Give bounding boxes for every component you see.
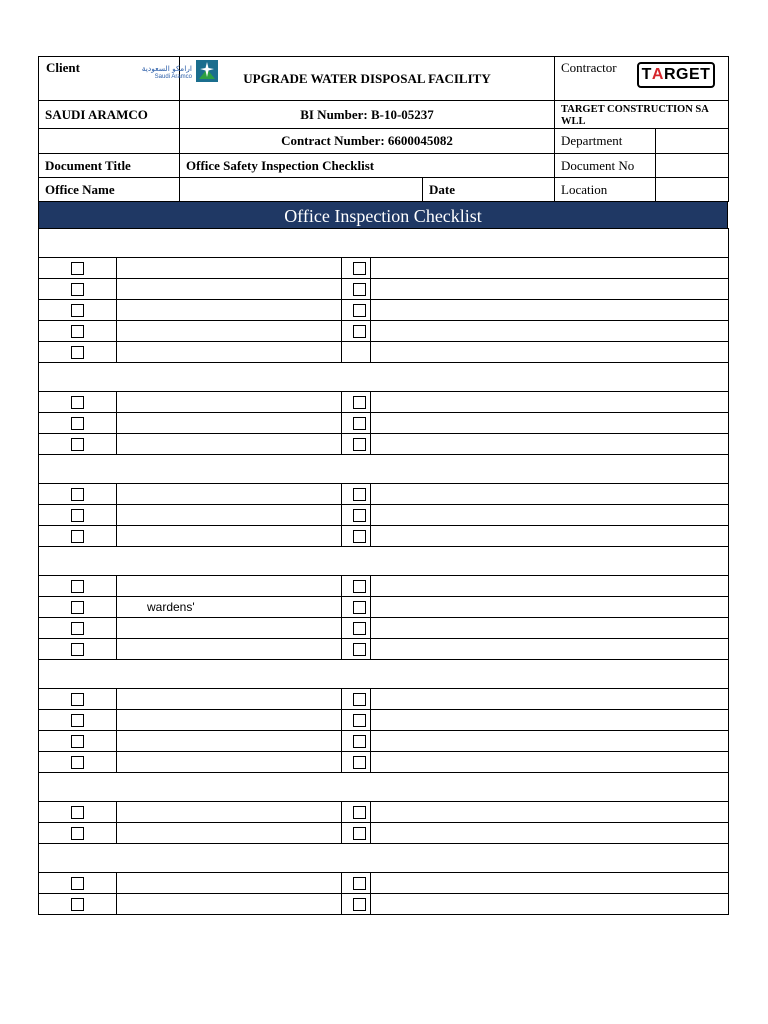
document-title-value: Office Safety Inspection Checklist <box>180 154 555 178</box>
checklist-item-text <box>117 710 342 731</box>
checklist-item-text <box>117 279 342 300</box>
checkbox[interactable] <box>353 693 366 706</box>
checklist-item-text <box>371 484 729 505</box>
checklist-item-text <box>371 392 729 413</box>
checkbox-cell[interactable] <box>39 597 117 618</box>
checklist-item-text <box>371 823 729 844</box>
date-field[interactable] <box>423 178 555 202</box>
checkbox-cell[interactable] <box>342 279 371 300</box>
empty-cell <box>39 129 180 154</box>
section-header <box>39 660 729 689</box>
checkbox-cell[interactable] <box>342 710 371 731</box>
checkbox-cell[interactable] <box>39 639 117 660</box>
checklist-row <box>39 413 729 434</box>
section-header-row <box>39 547 729 576</box>
checklist-row <box>39 258 729 279</box>
contractor-cell <box>555 57 729 101</box>
checklist-item-text <box>117 894 342 915</box>
checkbox[interactable] <box>353 304 366 317</box>
checklist-item-text <box>117 639 342 660</box>
section-header-row <box>39 363 729 392</box>
checklist-table <box>38 228 729 915</box>
checklist-item-text <box>371 413 729 434</box>
date-label: Date <box>429 181 455 197</box>
checklist-item-text <box>117 258 342 279</box>
document-no-label: Document No <box>555 154 656 178</box>
section-header-row <box>39 455 729 484</box>
section-header <box>39 455 729 484</box>
checklist-item-text <box>371 300 729 321</box>
checkbox-cell[interactable] <box>342 731 371 752</box>
checkbox-cell[interactable] <box>39 505 117 526</box>
checkbox[interactable] <box>71 488 84 501</box>
office-name-value[interactable] <box>180 178 423 202</box>
checkbox-cell[interactable] <box>39 321 117 342</box>
checklist-row <box>39 505 729 526</box>
checkbox-cell[interactable] <box>342 823 371 844</box>
checklist-banner: Office Inspection Checklist <box>38 201 728 229</box>
checklist-row <box>39 526 729 547</box>
checkbox-cell[interactable] <box>39 342 117 363</box>
checkbox[interactable] <box>71 735 84 748</box>
department-value[interactable] <box>656 129 729 154</box>
checkbox[interactable] <box>353 417 366 430</box>
checklist-item-text <box>117 752 342 773</box>
checklist-item-text <box>371 873 729 894</box>
checkbox[interactable] <box>71 756 84 769</box>
checkbox[interactable] <box>71 417 84 430</box>
checklist-item-text <box>371 731 729 752</box>
checklist-item-text <box>117 342 342 363</box>
checkbox[interactable] <box>353 438 366 451</box>
checkbox[interactable] <box>353 325 366 338</box>
checklist-row <box>39 823 729 844</box>
location-value[interactable] <box>656 178 729 202</box>
checkbox-cell <box>342 342 371 363</box>
checkbox-cell[interactable] <box>342 505 371 526</box>
checkbox[interactable] <box>71 827 84 840</box>
section-header-row <box>39 773 729 802</box>
checkbox[interactable] <box>71 622 84 635</box>
checkbox[interactable] <box>353 877 366 890</box>
checklist-row <box>39 392 729 413</box>
checkbox[interactable] <box>353 488 366 501</box>
section-header <box>39 844 729 873</box>
checklist-row <box>39 618 729 639</box>
checklist-item-text <box>117 413 342 434</box>
target-logo: T A RGET <box>637 62 715 88</box>
checkbox-cell[interactable] <box>342 321 371 342</box>
checkbox[interactable] <box>353 262 366 275</box>
checkbox[interactable] <box>353 643 366 656</box>
checklist-item-text <box>371 894 729 915</box>
checkbox[interactable] <box>71 396 84 409</box>
checklist-row <box>39 321 729 342</box>
checklist-row <box>39 894 729 915</box>
checklist-item-text <box>371 639 729 660</box>
checkbox-cell[interactable] <box>342 618 371 639</box>
checkbox[interactable] <box>353 396 366 409</box>
section-header <box>39 363 729 392</box>
checkbox[interactable] <box>353 601 366 614</box>
location-label: Location <box>555 178 656 202</box>
checklist-item-text <box>117 689 342 710</box>
checkbox-cell[interactable] <box>342 484 371 505</box>
checklist-item-text <box>371 526 729 547</box>
checklist-item-text <box>117 321 342 342</box>
checkbox-cell[interactable] <box>39 689 117 710</box>
checklist-row <box>39 434 729 455</box>
client-label: Client <box>46 60 80 75</box>
checkbox-cell[interactable] <box>342 597 371 618</box>
checkbox-cell[interactable] <box>342 576 371 597</box>
checkbox[interactable] <box>353 530 366 543</box>
checklist-item-text <box>117 873 342 894</box>
saudi-aramco-logo: ارامكو السعودية Saudi Aramco <box>101 60 221 86</box>
checklist-row <box>39 342 729 363</box>
checklist-item-text <box>371 279 729 300</box>
checkbox[interactable] <box>353 898 366 911</box>
checklist-item-text <box>117 434 342 455</box>
section-header <box>39 773 729 802</box>
checkbox-cell[interactable] <box>39 434 117 455</box>
checklist-row <box>39 689 729 710</box>
client-cell <box>39 57 192 101</box>
checklist-item-text <box>371 258 729 279</box>
checklist-item-text <box>117 731 342 752</box>
checkbox-cell[interactable] <box>39 802 117 823</box>
checklist-row <box>39 710 729 731</box>
checkbox-cell[interactable] <box>342 300 371 321</box>
checkbox-cell[interactable] <box>342 413 371 434</box>
checklist-item-text <box>371 505 729 526</box>
checkbox[interactable] <box>71 325 84 338</box>
checkbox-cell[interactable] <box>342 894 371 915</box>
checklist-item-text <box>371 434 729 455</box>
checkbox[interactable] <box>71 530 84 543</box>
checkbox-cell[interactable] <box>342 689 371 710</box>
checkbox-cell[interactable] <box>342 526 371 547</box>
checkbox-cell[interactable] <box>39 526 117 547</box>
document-header <box>38 56 729 202</box>
checklist-item-text <box>117 300 342 321</box>
checkbox[interactable] <box>353 509 366 522</box>
section-header <box>39 229 729 258</box>
checkbox-cell[interactable] <box>342 873 371 894</box>
checklist-row <box>39 873 729 894</box>
checkbox[interactable] <box>71 283 84 296</box>
checkbox[interactable] <box>71 601 84 614</box>
checklist-row <box>39 752 729 773</box>
checkbox[interactable] <box>353 283 366 296</box>
project-title: UPGRADE WATER DISPOSAL FACILITY <box>180 57 555 101</box>
checklist-item-text <box>371 321 729 342</box>
department-label: Department <box>555 129 656 154</box>
aramco-star-icon <box>196 60 218 82</box>
checkbox[interactable] <box>353 622 366 635</box>
checkbox[interactable] <box>71 580 84 593</box>
checkbox[interactable] <box>353 580 366 593</box>
checklist-item-text <box>117 484 342 505</box>
checkbox-cell[interactable] <box>39 413 117 434</box>
checkbox[interactable] <box>71 714 84 727</box>
checkbox-cell[interactable] <box>342 639 371 660</box>
checklist-item-text <box>117 392 342 413</box>
checkbox[interactable] <box>71 346 84 359</box>
checkbox-cell[interactable] <box>342 752 371 773</box>
checklist-row <box>39 731 729 752</box>
checkbox-cell[interactable] <box>39 823 117 844</box>
checkbox-cell[interactable] <box>39 300 117 321</box>
checklist-item-text <box>117 576 342 597</box>
contract-number: Contract Number: 6600045082 <box>180 129 555 154</box>
checklist-item-text <box>371 342 729 363</box>
checkbox-cell[interactable] <box>342 434 371 455</box>
checkbox-cell[interactable] <box>39 710 117 731</box>
checkbox-cell[interactable] <box>39 258 117 279</box>
checkbox-cell[interactable] <box>342 258 371 279</box>
checklist-item-text <box>371 597 729 618</box>
checkbox[interactable] <box>71 262 84 275</box>
contractor-label: Contractor <box>561 60 617 75</box>
checklist-row <box>39 639 729 660</box>
checklist-item-text <box>371 689 729 710</box>
office-name-label: Office Name <box>39 178 180 202</box>
checkbox-cell[interactable] <box>39 576 117 597</box>
checkbox[interactable] <box>353 806 366 819</box>
checklist-item-text <box>371 618 729 639</box>
checklist-item-text <box>371 802 729 823</box>
checklist-item-text <box>371 710 729 731</box>
document-no-value[interactable] <box>656 154 729 178</box>
checkbox-cell[interactable] <box>39 731 117 752</box>
checklist-row <box>39 597 729 618</box>
checkbox[interactable] <box>71 438 84 451</box>
checkbox[interactable] <box>353 756 366 769</box>
checkbox[interactable] <box>71 304 84 317</box>
checkbox[interactable] <box>353 714 366 727</box>
checklist-row <box>39 300 729 321</box>
checklist-row <box>39 802 729 823</box>
checkbox-cell[interactable] <box>39 618 117 639</box>
checkbox[interactable] <box>71 806 84 819</box>
checkbox[interactable] <box>71 509 84 522</box>
checkbox[interactable] <box>71 898 84 911</box>
contractor-name: TARGET CONSTRUCTION SA WLL <box>555 101 729 129</box>
checklist-item-text <box>117 618 342 639</box>
checklist-item-text <box>117 505 342 526</box>
checkbox-cell[interactable] <box>39 752 117 773</box>
document-title-label: Document Title <box>39 154 180 178</box>
section-header-row <box>39 229 729 258</box>
checkbox[interactable] <box>353 827 366 840</box>
checklist-item-text <box>117 802 342 823</box>
checkbox-cell[interactable] <box>39 873 117 894</box>
checkbox-cell[interactable] <box>39 279 117 300</box>
checklist-row <box>39 484 729 505</box>
section-header-row <box>39 660 729 689</box>
checkbox[interactable] <box>71 693 84 706</box>
bi-number: BI Number: B-10-05237 <box>180 101 555 129</box>
section-header-row <box>39 844 729 873</box>
checklist-item-text <box>371 576 729 597</box>
checkbox[interactable] <box>353 735 366 748</box>
checklist-row <box>39 576 729 597</box>
checkbox-cell[interactable] <box>39 484 117 505</box>
checklist-row <box>39 279 729 300</box>
checklist-item-text <box>371 752 729 773</box>
checkbox[interactable] <box>71 877 84 890</box>
checkbox-cell[interactable] <box>39 894 117 915</box>
checkbox-cell[interactable] <box>342 392 371 413</box>
checkbox[interactable] <box>71 643 84 656</box>
checklist-item-text: wardens' <box>117 597 342 618</box>
checkbox-cell[interactable] <box>342 802 371 823</box>
checkbox-cell[interactable] <box>39 392 117 413</box>
checklist-item-text <box>117 526 342 547</box>
checklist-item-text <box>117 823 342 844</box>
section-header <box>39 547 729 576</box>
client-name: SAUDI ARAMCO <box>39 101 180 129</box>
